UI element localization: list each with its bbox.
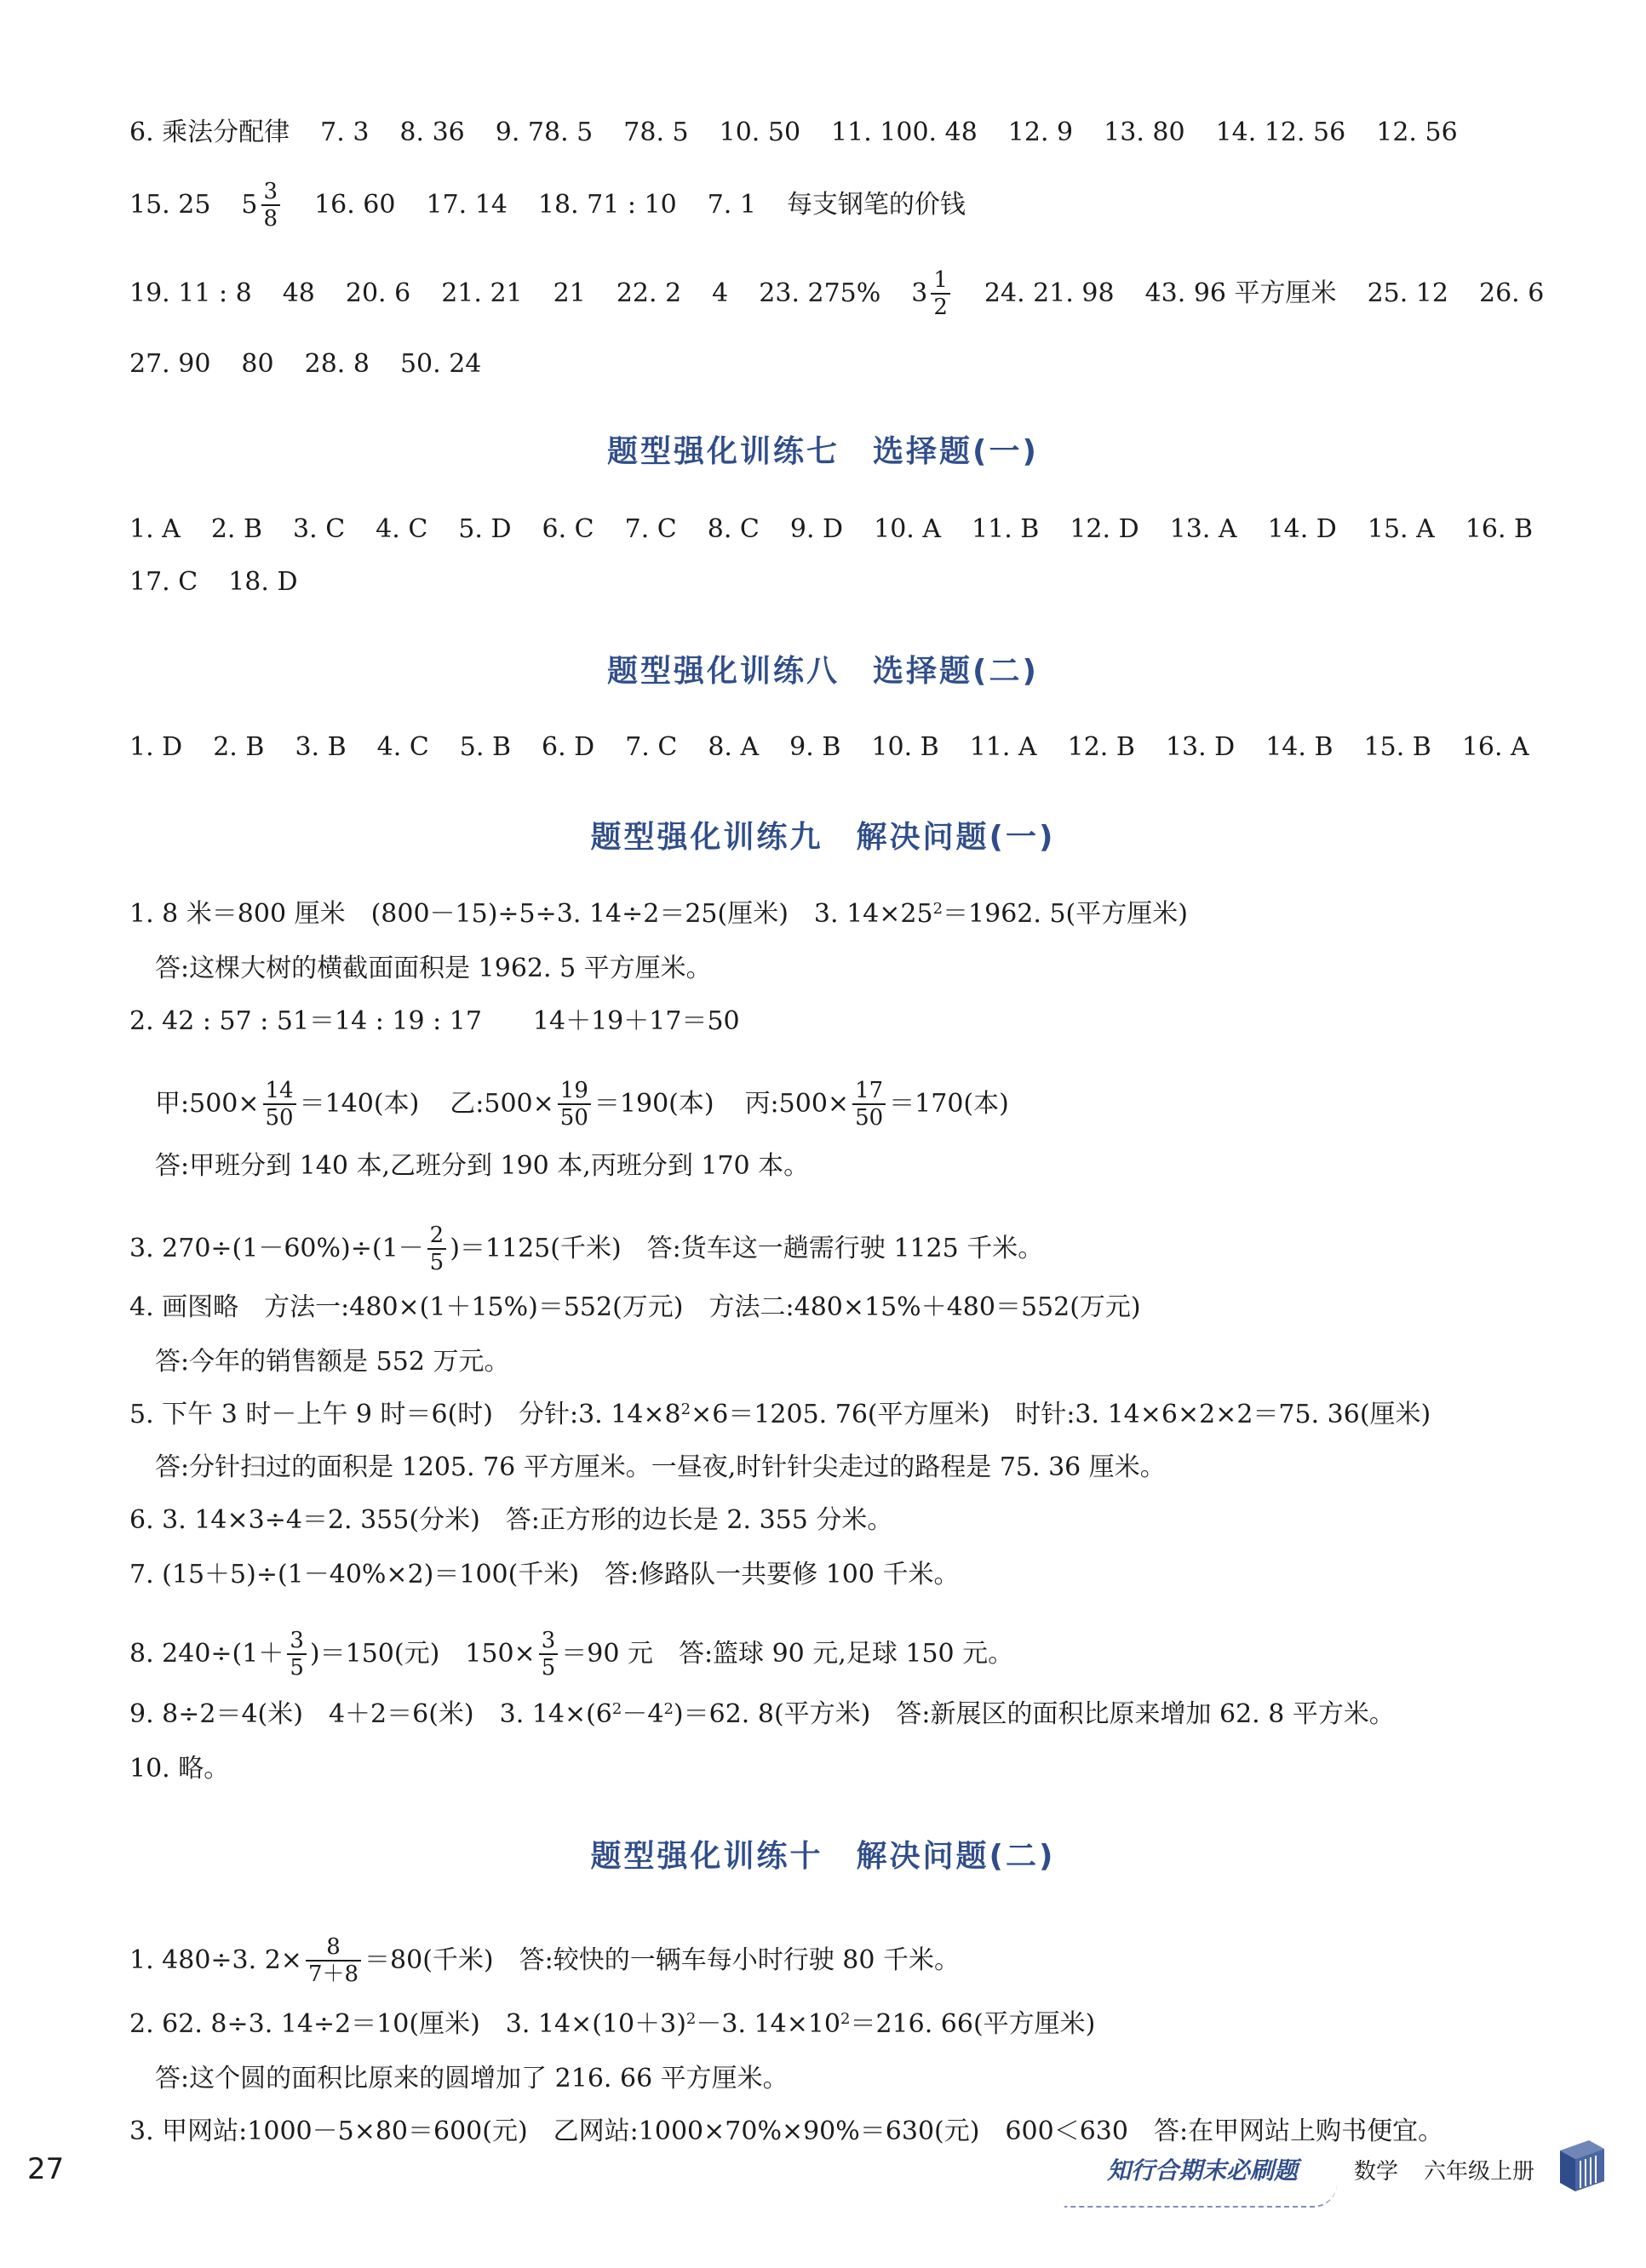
- answer-item: 78. 5: [623, 117, 689, 147]
- fill-in-line-2: [129, 179, 966, 232]
- answer-item: 9. B: [789, 732, 841, 762]
- answer-item: 5. D: [458, 514, 512, 544]
- fraction: [539, 1628, 559, 1681]
- fraction-denominator: 2: [931, 293, 950, 320]
- answer-item: 19. 11 : 8: [129, 278, 252, 308]
- answer-item: 10. B: [871, 732, 939, 762]
- solution-text: )＝150(元) 150×: [309, 1639, 536, 1669]
- answer-item: 17. C: [129, 567, 198, 597]
- fill-in-line-4: [129, 347, 481, 381]
- answer-item: 每支钢笔的价钱: [786, 190, 966, 220]
- answer-item: 18. 71 : 10: [537, 190, 677, 220]
- fraction-numerator: 8: [326, 1934, 341, 1960]
- solution-text: ×6＝1205. 76(平方厘米) 时针:3. 14×6×2×2＝75. 36(厘米): [691, 1400, 1431, 1429]
- fraction-numerator: 2: [429, 1223, 444, 1248]
- section-title-9: 题型强化训练九 解决问题(一): [590, 820, 1056, 855]
- brand-title: 知行合期末必刷题: [1107, 2156, 1299, 2185]
- section-title-7: 题型强化训练七 选择题(一): [607, 434, 1039, 469]
- answer-line: 答:这棵大树的横截面面积是 1962. 5 平方厘米。: [155, 954, 712, 983]
- mixed-number-whole: 5: [241, 190, 258, 220]
- answer-item: 21: [553, 278, 586, 308]
- page-number: 27: [27, 2152, 65, 2186]
- solution-line: 2. 42 : 57 : 51＝14 : 19 : 17 14＋19＋17＝50: [129, 1006, 740, 1036]
- fraction-numerator: 3: [263, 179, 278, 204]
- answer-item: 16. A: [1461, 732, 1529, 762]
- solution-line: [155, 1078, 1009, 1131]
- fraction-denominator: 7＋8: [306, 1960, 361, 1987]
- answer-item: 15. 25: [129, 190, 211, 220]
- answer-item: 80: [241, 349, 274, 379]
- fraction: [261, 179, 281, 232]
- answer-item: 14. B: [1265, 732, 1333, 762]
- answer-item: 7. 3: [320, 117, 370, 147]
- answer-item: 9. 78. 5: [495, 117, 594, 147]
- mixed-number-whole: 3: [911, 278, 928, 308]
- answer-item: 8. C: [707, 514, 760, 544]
- answer-item: 26. 6: [1478, 278, 1545, 308]
- answer-item: 2. B: [210, 514, 263, 544]
- fraction-numerator: 19: [559, 1078, 588, 1103]
- answer-item: 1. D: [129, 732, 183, 762]
- fraction-numerator: 14: [265, 1078, 294, 1103]
- answer-item: 4: [712, 278, 729, 308]
- fraction-denominator: 50: [558, 1103, 591, 1131]
- fill-in-line-3: [129, 267, 1544, 320]
- answer-item: 7. C: [625, 732, 678, 762]
- fraction: [263, 1078, 296, 1131]
- fraction-denominator: 8: [261, 204, 281, 232]
- solution-line: 5. 下午 3 时－上午 9 时＝6(时) 分针:3. 14×8 $^2$ ×6＝1205. 76(平方厘米) 时针:3. 14×6×2×2＝75. 36(厘米): [129, 1398, 1431, 1432]
- answer-item: 25. 12: [1367, 278, 1448, 308]
- answer-item: 6. C: [542, 514, 594, 544]
- answer-item: 4. C: [376, 514, 428, 544]
- answer-item: 12. D: [1070, 514, 1139, 544]
- solution-line: 10. 略。: [129, 1754, 230, 1784]
- fraction-denominator: 50: [852, 1103, 886, 1131]
- answer-line: 答:甲班分到 140 本,乙班分到 190 本,丙班分到 170 本。: [155, 1151, 810, 1181]
- answer-item: 10. A: [874, 514, 942, 544]
- grade-label: 六年级上册: [1424, 2159, 1535, 2185]
- answer-item: 11. A: [969, 732, 1037, 762]
- solution-text: ＝190(本): [594, 1089, 714, 1119]
- answer-item: 17. 14: [426, 190, 508, 220]
- answer-item: 3. B: [295, 732, 347, 762]
- answer-item: 10. 50: [719, 117, 801, 147]
- choice-line: [129, 513, 1533, 547]
- answer-line: 答:这个圆的面积比原来的圆增加了 216. 66 平方厘米。: [155, 2064, 789, 2093]
- solution-text: 1. 8 米＝800 厘米 (800－15)÷5÷3. 14÷2＝25(厘米) 3. 14×25: [129, 899, 933, 929]
- solution-text: 3. 270÷(1－60%)÷(1－: [129, 1234, 424, 1263]
- fraction-denominator: 5: [287, 1653, 307, 1681]
- answer-item: 7. C: [624, 514, 677, 544]
- solution-line: 6. 3. 14×3÷4＝2. 355(分米) 答:正方形的边长是 2. 355 分米。: [129, 1505, 893, 1535]
- solution-text: ＝1962. 5(平方厘米): [943, 899, 1188, 929]
- answer-item: 3. C: [293, 514, 346, 544]
- answer-item: 11. 100. 48: [831, 117, 978, 147]
- solution-text: 乙:500×: [450, 1089, 554, 1119]
- fraction: [427, 1223, 447, 1275]
- solution-text: 1. 480÷3. 2×: [129, 1945, 302, 1975]
- answer-item: 13. 80: [1104, 117, 1185, 147]
- answer-item: 22. 2: [616, 278, 682, 308]
- solution-line: 9. 8÷2＝4(米) 4＋2＝6(米) 3. 14×(6 $^2$ －4 $^2$ )＝62. 8(平方米) 答:新展区的面积比原来增加 62. 8 平方米。: [129, 1698, 1395, 1732]
- fraction: [306, 1934, 361, 1987]
- answer-item: 50. 24: [399, 349, 482, 379]
- solution-text: －3. 14×10: [696, 2009, 841, 2039]
- brand-underline: [1064, 2184, 1337, 2208]
- answer-item: 43. 96 平方厘米: [1144, 278, 1337, 308]
- answer-item: 16. 60: [314, 190, 396, 220]
- answer-item: 18. D: [228, 567, 298, 597]
- solution-text: 丙:500×: [744, 1089, 850, 1119]
- solution-line: [129, 1223, 1043, 1275]
- solution-text: ＝216. 66(平方厘米): [850, 2009, 1096, 2039]
- fraction: [931, 267, 950, 320]
- solution-line: 7. (15＋5)÷(1－40%×2)＝100(千米) 答:修路队一共要修 100 千米。: [129, 1560, 960, 1589]
- solution-line: 2. 62. 8÷3. 14÷2＝10(厘米) 3. 14×(10＋3) $^2$ －3. 14×10 $^2$ ＝216. 66(平方厘米): [129, 2007, 1095, 2042]
- answer-item: 6. 乘法分配律: [129, 117, 290, 147]
- answer-item: 15. A: [1367, 514, 1435, 544]
- answer-item: 28. 8: [304, 349, 370, 379]
- answer-item: 20. 6: [345, 278, 411, 308]
- fraction-numerator: 1: [933, 267, 948, 293]
- solution-text: 9. 8÷2＝4(米) 4＋2＝6(米) 3. 14×(6: [129, 1699, 612, 1729]
- solution-text: 甲:500×: [155, 1089, 260, 1119]
- subject-label: 数学: [1354, 2159, 1399, 2185]
- answer-item: 16. B: [1465, 514, 1534, 544]
- answer-item: 23. 275%: [759, 278, 881, 308]
- solution-text: 2. 62. 8÷3. 14÷2＝10(厘米) 3. 14×(10＋3): [129, 2009, 686, 2039]
- answer-item: 6. D: [542, 732, 595, 762]
- solution-text: ＝170(本): [889, 1089, 1009, 1119]
- solution-line: [129, 1934, 960, 1987]
- answer-item: 21. 21: [441, 278, 523, 308]
- answer-item: 27. 90: [129, 349, 211, 379]
- fraction-denominator: 5: [427, 1248, 447, 1275]
- solution-text: －4: [622, 1699, 664, 1729]
- fraction-denominator: 5: [539, 1653, 559, 1681]
- answer-item: 14. D: [1267, 514, 1337, 544]
- solution-text: )＝62. 8(平方米) 答:新展区的面积比原来增加 62. 8 平方米。: [673, 1699, 1395, 1729]
- answer-item: 13. A: [1169, 514, 1237, 544]
- solution-text: ＝80(千米) 答:较快的一辆车每小时行驶 80 千米。: [364, 1945, 960, 1975]
- answer-item: 9. D: [789, 514, 844, 544]
- answer-item: 8. 36: [399, 117, 465, 147]
- choice-line: [129, 565, 298, 599]
- answer-item: 7. 1: [707, 190, 756, 220]
- fraction: [287, 1628, 307, 1681]
- fraction-numerator: 3: [290, 1628, 304, 1653]
- answer-line: 答:分针扫过的面积是 1205. 76 平方厘米。一昼夜,时针针尖走过的路程是 75. 36 厘米。: [155, 1452, 1166, 1482]
- book-stack-icon: [1555, 2135, 1609, 2195]
- fraction-denominator: 50: [263, 1103, 296, 1131]
- answer-item: 24. 21. 98: [984, 278, 1115, 308]
- choice-line: [129, 730, 1529, 765]
- answer-item: 12. 56: [1376, 117, 1458, 147]
- fraction: [558, 1078, 591, 1131]
- solution-line: 4. 画图略 方法一:480×(1＋15%)＝552(万元) 方法二:480×15%＋480＝552(万元): [129, 1292, 1141, 1322]
- section-title-10: 题型强化训练十 解决问题(二): [590, 1839, 1056, 1874]
- answer-item: 1. A: [129, 514, 181, 544]
- answer-item: 13. D: [1165, 732, 1236, 762]
- solution-line: [129, 1628, 1013, 1681]
- solution-text: ＝140(本): [299, 1089, 420, 1119]
- answer-item: 12. 9: [1007, 117, 1074, 147]
- answer-item: 2. B: [213, 732, 265, 762]
- answer-item: 12. B: [1067, 732, 1135, 762]
- fill-in-line-1: [129, 116, 1458, 150]
- solution-text: ＝90 元 答:篮球 90 元,足球 150 元。: [561, 1639, 1014, 1669]
- answer-line: 答:今年的销售额是 552 万元。: [155, 1347, 510, 1377]
- solution-line: 1. 8 米＝800 厘米 (800－15)÷5÷3. 14÷2＝25(厘米) 3. 14×25 $^2$ ＝1962. 5(平方厘米): [129, 897, 1188, 931]
- fraction-numerator: 3: [541, 1628, 556, 1653]
- answer-item: 4. C: [376, 732, 429, 762]
- fraction: [852, 1078, 886, 1131]
- fraction-numerator: 17: [855, 1078, 884, 1103]
- answer-item: 8. A: [708, 732, 760, 762]
- answer-item: 48: [282, 278, 315, 308]
- solution-text: 8. 240÷(1＋: [129, 1639, 284, 1669]
- solution-text: 5. 下午 3 时－上午 9 时＝6(时) 分针:3. 14×8: [129, 1400, 681, 1429]
- answer-item: 14. 12. 56: [1215, 117, 1346, 147]
- section-title-8: 题型强化训练八 选择题(二): [607, 654, 1039, 689]
- solution-line: 3. 甲网站:1000－5×80＝600(元) 乙网站:1000×70%×90%＝630(元) 600＜630 答:在甲网站上购书便宜。: [129, 2116, 1444, 2146]
- solution-text: )＝1125(千米) 答:货车这一趟需行驶 1125 千米。: [450, 1234, 1044, 1263]
- answer-item: 11. B: [972, 514, 1040, 544]
- answer-item: 15. B: [1363, 732, 1431, 762]
- answer-item: 5. B: [459, 732, 511, 762]
